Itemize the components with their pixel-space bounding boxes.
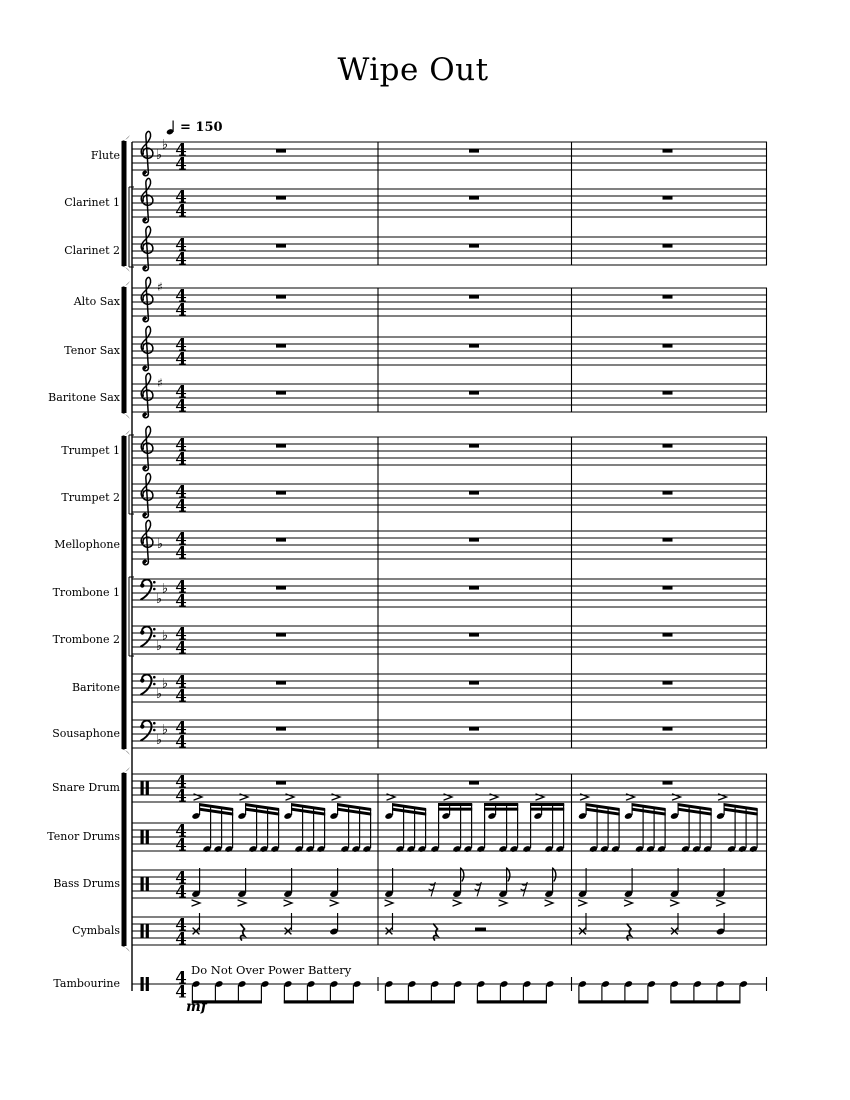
instrument-label-tenor-drums: Tenor Drums: [47, 830, 120, 843]
staff-baritone-sax: [132, 373, 767, 417]
svg-text:4: 4: [175, 786, 187, 806]
svg-text:♭: ♭: [161, 137, 169, 153]
staff-mellophone: [132, 520, 767, 564]
staff-trumpet-2: [132, 473, 767, 517]
instrument-label-bass-drums: Bass Drums: [53, 877, 120, 890]
staff-flute: [132, 131, 767, 175]
instrument-label-snare-drum: Snare Drum: [51, 781, 120, 794]
svg-text:4: 4: [175, 286, 187, 306]
svg-text:4: 4: [175, 915, 187, 935]
svg-text:♭: ♭: [155, 733, 163, 748]
staff-trombone-2: [132, 625, 767, 658]
svg-text:4: 4: [175, 335, 187, 355]
tambourine-instruction: Do Not Over Power Battery: [191, 963, 352, 977]
staff-alto-sax: [132, 277, 767, 321]
svg-text:4: 4: [175, 154, 187, 174]
svg-text:4: 4: [175, 140, 187, 160]
svg-text:4: 4: [175, 543, 187, 563]
instrument-label-tambourine: Tambourine: [53, 977, 120, 990]
svg-text:♯: ♯: [157, 280, 163, 294]
staff-trumpet-1: [132, 426, 767, 470]
instrument-label-baritone-sax: Baritone Sax: [48, 391, 120, 404]
svg-text:4: 4: [175, 577, 187, 597]
svg-text:4: 4: [175, 672, 187, 692]
svg-text:♭: ♭: [161, 722, 169, 738]
instrument-label-sousaphone: Sousaphone: [52, 727, 120, 740]
svg-text:♭: ♭: [156, 537, 164, 552]
svg-text:4: 4: [175, 882, 187, 902]
barlines: [132, 142, 767, 991]
staff-clarinet-1: [132, 178, 767, 222]
staff-snare-drum: [132, 773, 767, 806]
svg-text:4: 4: [175, 449, 187, 469]
svg-text:♭: ♭: [161, 581, 169, 597]
svg-text:4: 4: [175, 718, 187, 738]
svg-text:4: 4: [175, 929, 187, 949]
svg-text:♭: ♭: [155, 639, 163, 654]
svg-text:4: 4: [175, 300, 187, 320]
instrument-label-tenor-sax: Tenor Sax: [64, 344, 120, 357]
svg-text:4: 4: [175, 496, 187, 516]
staff-tenor-drums: [132, 794, 767, 855]
svg-text:4: 4: [175, 529, 187, 549]
tempo-text: = 150: [180, 120, 223, 135]
svg-text:4: 4: [175, 201, 187, 221]
svg-text:♭: ♭: [161, 628, 169, 644]
instrument-label-trumpet-1: Trumpet 1: [61, 444, 120, 457]
instrument-label-trombone-2: Trombone 2: [52, 633, 120, 646]
staff-sousaphone: [132, 719, 767, 752]
svg-text:4: 4: [175, 482, 187, 502]
svg-text:♭: ♭: [155, 592, 163, 607]
svg-text:4: 4: [175, 686, 187, 706]
staff-baritone: [132, 673, 767, 706]
svg-text:4: 4: [175, 732, 187, 752]
svg-text:4: 4: [175, 772, 187, 792]
svg-text:4: 4: [175, 968, 187, 988]
svg-text:4: 4: [175, 435, 187, 455]
svg-text:4: 4: [175, 396, 187, 416]
svg-text:♯: ♯: [157, 376, 163, 390]
svg-text:♭: ♭: [155, 687, 163, 702]
svg-text:4: 4: [175, 821, 187, 841]
svg-text:4: 4: [175, 187, 187, 207]
instrument-label-clarinet-1: Clarinet 1: [64, 196, 120, 209]
instrument-label-trombone-1: Trombone 1: [52, 586, 120, 599]
instrument-label-baritone: Baritone: [71, 681, 120, 694]
staff-clarinet-2: [132, 226, 767, 270]
svg-text:4: 4: [175, 638, 187, 658]
svg-text:4: 4: [175, 382, 187, 402]
instrument-label-alto-sax: Alto Sax: [73, 295, 120, 308]
svg-text:4: 4: [175, 868, 187, 888]
svg-text:4: 4: [175, 235, 187, 255]
svg-text:4: 4: [175, 591, 187, 611]
svg-text:♭: ♭: [155, 148, 163, 163]
svg-text:4: 4: [175, 349, 187, 369]
instrument-label-flute: Flute: [90, 149, 120, 162]
instrument-label-trumpet-2: Trumpet 2: [61, 491, 120, 504]
svg-text:4: 4: [175, 624, 187, 644]
svg-text:4: 4: [175, 249, 187, 269]
staff-bass-drums: [132, 868, 767, 906]
staff-trombone-1: [132, 578, 767, 611]
staff-cymbals: [132, 913, 767, 949]
dynamic-marking: mf: [186, 999, 207, 1015]
svg-text:♭: ♭: [161, 676, 169, 692]
staff-tenor-sax: [132, 326, 767, 370]
svg-text:4: 4: [175, 982, 187, 1002]
instrument-label-clarinet-2: Clarinet 2: [64, 244, 120, 257]
svg-text:4: 4: [175, 835, 187, 855]
page-title: Wipe Out: [337, 52, 489, 88]
instrument-label-mellophone: Mellophone: [54, 538, 120, 551]
instrument-label-cymbals: Cymbals: [72, 924, 120, 937]
